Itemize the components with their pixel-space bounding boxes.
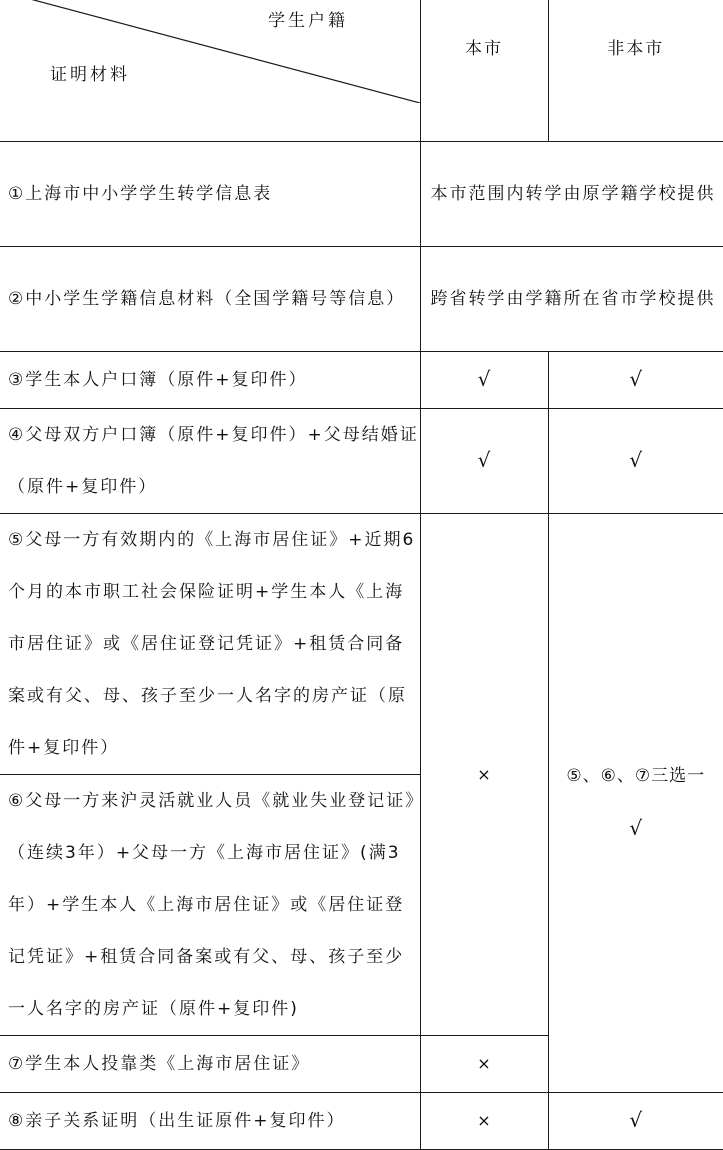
check-mark-icon: √	[629, 1108, 643, 1132]
table-row	[0, 247, 723, 352]
merged-note-cell: 本市范围内转学由原学籍学校提供	[420, 142, 723, 247]
table-header-row	[0, 0, 723, 142]
cross-mark-icon: ×	[477, 764, 491, 784]
nonlocal-mark-cell	[548, 1093, 723, 1150]
header-local-col: 本市	[420, 0, 548, 142]
local-mark-cell	[420, 352, 548, 409]
header-nonlocal-col: 非本市	[548, 0, 723, 142]
material-cell: ⑤父母一方有效期内的《上海市居住证》+近期6个月的本市职工社会保险证明+学生本人《上海市居住证》或《居住证登记凭证》+租赁合同备案或有父、母、孩子至少一人名字的房产证（原件+复印件）	[0, 514, 420, 775]
cross-mark-icon: ×	[477, 1054, 491, 1073]
check-mark-icon: √	[629, 448, 643, 472]
merged-note-cell: 跨省转学由学籍所在省市学校提供	[420, 247, 723, 352]
table-row	[0, 352, 723, 409]
cross-mark-icon: ×	[477, 1111, 491, 1130]
material-cell: ⑥父母一方来沪灵活就业人员《就业失业登记证》（连续3年）+父母一方《上海市居住证》(满3年）+学生本人《上海市居住证》或《居住证登记凭证》+租赁合同备案或有父、母、孩子至少一人名字的房产证（原件+复印件)	[0, 775, 420, 1036]
table-row	[0, 142, 723, 247]
diagonal-line	[30, 0, 420, 103]
header-student-household-label: 学生户籍	[268, 11, 348, 31]
header-materials-label: 证明材料	[50, 65, 130, 85]
material-cell: ①上海市中小学学生转学信息表	[0, 142, 420, 247]
choose-one-text: ⑤、⑥、⑦三选一	[566, 766, 706, 786]
choose-one-note	[566, 750, 705, 854]
local-mark-cell	[420, 1093, 548, 1150]
local-mark-cell	[420, 409, 548, 514]
nonlocal-mark-cell	[548, 409, 723, 514]
nonlocal-mark-cell	[548, 352, 723, 409]
check-mark-icon: √	[477, 367, 491, 391]
table-row	[0, 1093, 723, 1150]
check-mark-icon: √	[629, 816, 643, 840]
nonlocal-merged-cell	[548, 514, 723, 1093]
diagonal-header-cell	[0, 0, 420, 142]
local-mark-cell	[420, 1036, 548, 1093]
check-mark-icon: √	[629, 367, 643, 391]
local-merged-cell	[420, 514, 548, 1036]
material-cell: ③学生本人户口簿（原件+复印件）	[0, 352, 420, 409]
material-cell: ④父母双方户口簿（原件+复印件）+父母结婚证（原件+复印件）	[0, 409, 420, 514]
table-row	[0, 409, 723, 514]
diagonal-divider	[0, 0, 420, 103]
check-mark-icon: √	[477, 448, 491, 472]
material-cell: ⑦学生本人投靠类《上海市居住证》	[0, 1036, 420, 1093]
table-row	[0, 514, 723, 775]
material-cell: ⑧亲子关系证明（出生证原件+复印件）	[0, 1093, 420, 1150]
material-cell: ②中小学生学籍信息材料（全国学籍号等信息）	[0, 247, 420, 352]
